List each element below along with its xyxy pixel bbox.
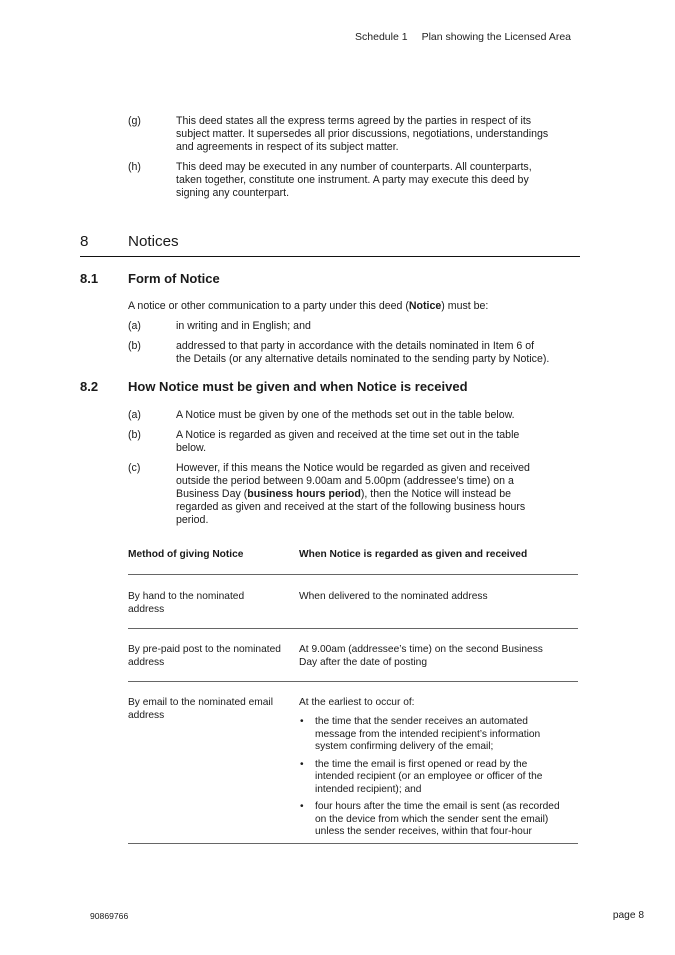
clause-item-g (128, 115, 583, 155)
table-row (128, 697, 578, 837)
text-line: four hours after the time the email is sent (as recorded (315, 801, 560, 812)
item-label: (c) (128, 462, 141, 474)
text-line: address (128, 603, 165, 615)
text-line: outside the period between 9.00am and 5.00pm (addressee’s time) on a (176, 475, 514, 487)
item-text (176, 340, 580, 366)
table-row (128, 591, 578, 621)
footer-document-id: 90869766 (90, 911, 129, 921)
given-item-b (128, 429, 583, 456)
intro-text: A notice or other communication to a party under this deed ( (128, 300, 409, 312)
item-label: (g) (128, 115, 141, 127)
section-heading-notices (80, 233, 580, 257)
text-line: intended recipient); and (315, 783, 422, 795)
text-line: taken together, constitute one instrument. A party may execute this deed by (176, 174, 529, 186)
table-header-method: Method of giving Notice (128, 549, 244, 560)
item-text (176, 462, 580, 527)
subsection-title: Form of Notice (128, 271, 220, 286)
table-cell-when (299, 644, 577, 669)
table-cell-when (299, 591, 577, 604)
item-label: (a) (128, 320, 141, 332)
text-line: signing any counterpart. (176, 187, 290, 199)
defined-term-business-hours-period: business hours period (247, 488, 361, 500)
table-rule (128, 681, 578, 682)
defined-term-notice: Notice (408, 300, 442, 312)
table-rule (128, 843, 578, 844)
table-cell-method (128, 591, 288, 616)
item-label: (a) (128, 409, 141, 421)
text-line: However, if this means the Notice would be regarded as given and received (176, 462, 530, 474)
page-header (355, 31, 571, 43)
text-line: unless the sender receives, within that four-hour (315, 826, 532, 837)
text-line: address (128, 656, 165, 668)
text-line (176, 488, 580, 501)
text-line: This deed may be executed in any number of counterparts. All counterparts, (176, 161, 532, 173)
footer-page-number: page 8 (612, 910, 644, 921)
subsection-number: 8.2 (80, 379, 99, 394)
subsection-number: 8.1 (80, 271, 99, 286)
text-line: This deed states all the express terms agreed by the parties in respect of its (176, 115, 532, 127)
item-label: (h) (128, 161, 141, 173)
text-line: When delivered to the nominated address (299, 591, 488, 602)
form-item-a (128, 320, 583, 334)
text-line: message from the intended recipient’s information (315, 728, 541, 740)
table-rule (128, 628, 578, 629)
text-line: period. (176, 514, 209, 526)
text-line: regarded as given and received at the start of the following business hours (176, 501, 526, 513)
item-label: (b) (128, 340, 141, 352)
table-header-row (128, 549, 578, 575)
text-line: A Notice is regarded as given and received at the time set out in the table (176, 429, 520, 441)
text-line: and agreements in respect of its subject matter. (176, 141, 399, 153)
list-item (299, 801, 577, 839)
text-line: address (128, 709, 165, 721)
form-of-notice-intro (128, 300, 583, 313)
text-line: in writing and in English; and (176, 320, 311, 332)
text-line: At 9.00am (addressee’s time) on the second Business (299, 644, 543, 655)
text-line: Day after the date of posting (299, 656, 427, 668)
notice-methods-table (128, 549, 578, 845)
text-line: the time the email is first opened or read by the (315, 758, 528, 770)
item-text (176, 115, 580, 154)
section-title: Notices (128, 233, 179, 250)
form-item-b (128, 340, 583, 367)
text-line: addressed to that party in accordance with the details nominated in Item 6 of (176, 340, 535, 352)
text-line: below. (176, 442, 207, 454)
list-item (299, 716, 577, 754)
given-item-a (128, 409, 583, 423)
item-text (176, 409, 580, 422)
table-rule (128, 574, 578, 575)
table-cell-when (299, 697, 577, 710)
text-line: By hand to the nominated (128, 591, 245, 602)
item-text (176, 429, 580, 455)
item-text (176, 320, 580, 333)
text-line: A Notice must be given by one of the methods set out in the table below. (176, 409, 515, 421)
text-line: intended recipient (or an employee or officer of the (315, 771, 543, 782)
text-line: By pre-paid post to the nominated (128, 644, 281, 655)
item-text (176, 161, 580, 200)
header-title: Plan showing the Licensed Area (421, 31, 571, 43)
clause-item-h (128, 161, 583, 201)
text-line: By email to the nominated email (128, 697, 273, 708)
bullet-icon: • (300, 758, 304, 770)
table-header-when: When Notice is regarded as given and received (299, 549, 528, 560)
text-line: At the earliest to occur of: (299, 697, 415, 708)
text-line: on the device from which the sender sent the email) (315, 813, 549, 825)
table-cell-method (128, 644, 288, 669)
text-line: the time that the sender receives an automated (315, 716, 528, 727)
table-row (128, 644, 578, 674)
subsection-title: How Notice must be given and when Notice is received (128, 379, 468, 394)
text-run: Business Day ( (176, 488, 248, 500)
bullet-icon: • (300, 716, 304, 727)
text-line: subject matter. It supersedes all prior discussions, negotiations, understandings (176, 128, 549, 140)
section-number: 8 (80, 233, 89, 250)
table-cell-method (128, 697, 288, 722)
text-line: the Details (or any alternative details nominated to the sending party by Notice). (176, 353, 550, 365)
text-run: ), then the Notice will instead be (360, 488, 512, 500)
item-label: (b) (128, 429, 141, 441)
intro-text: ) must be: (441, 300, 489, 312)
list-item (299, 759, 577, 797)
text-line: system confirming delivery of the email; (315, 741, 494, 752)
given-item-c (128, 462, 583, 528)
bullet-icon: • (300, 801, 304, 812)
header-schedule: Schedule 1 (355, 31, 408, 43)
earliest-events-list (299, 716, 577, 844)
